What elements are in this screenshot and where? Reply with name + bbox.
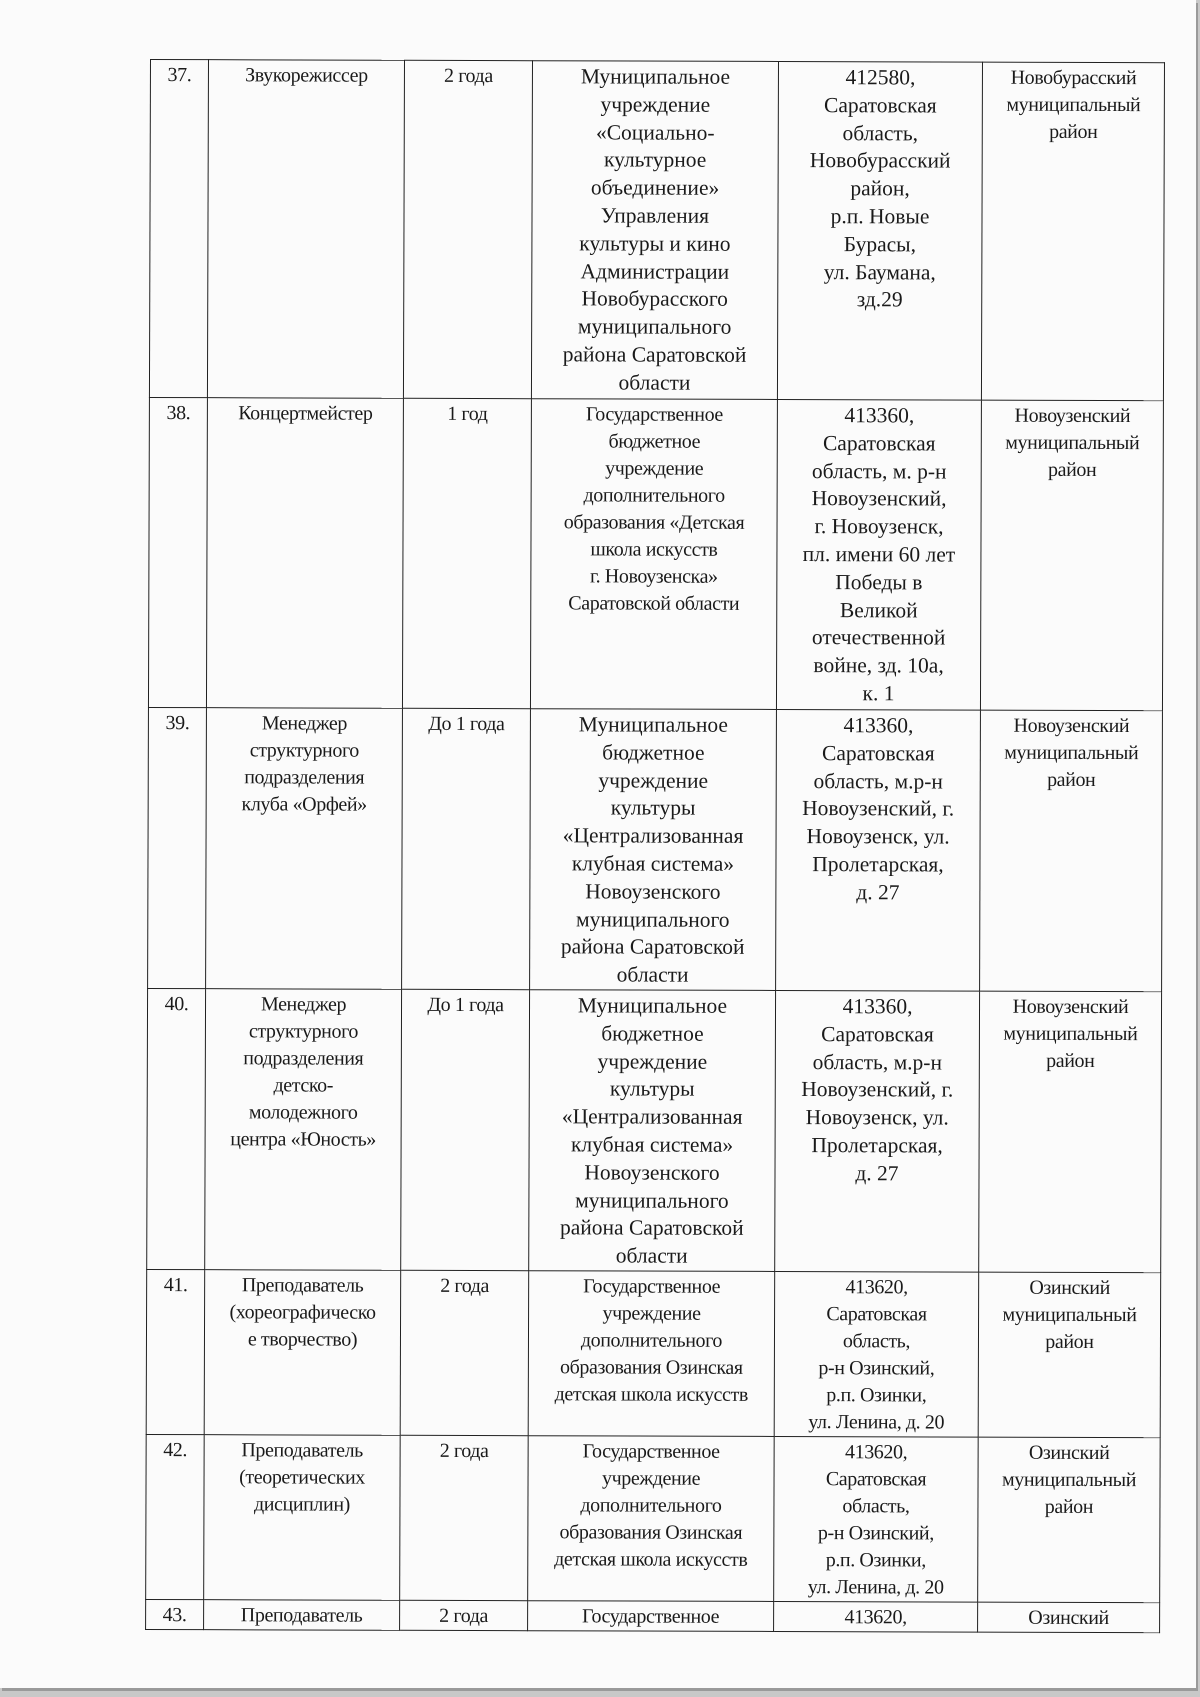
profession-cell: Звукорежиссер: [207, 60, 404, 399]
profession-cell: Менеджер структурного подразделения клуба «Орфей»: [206, 708, 403, 990]
table-row: [149, 60, 1164, 401]
district-cell: Озинский: [978, 1602, 1160, 1633]
district-cell: Новоузенский муниципальный район: [980, 710, 1163, 992]
row-number: 41.: [146, 1269, 205, 1434]
address-cell: 413360, Саратовская область, м.р-н Новоузенский, г. Новоузенск, ул. Пролетарская, д. 27: [776, 709, 981, 991]
duration-cell: До 1 года: [402, 708, 531, 989]
address-cell: 413620, Саратовская область, р-н Озинский, р.п. Озинки, ул. Ленина, д. 20: [774, 1271, 979, 1437]
table-row: [148, 707, 1163, 991]
profession-cell: Преподаватель (теоретических дисциплин): [204, 1435, 401, 1601]
row-number: 40.: [147, 988, 206, 1269]
organization-cell: Государственное: [528, 1601, 774, 1632]
organization-cell: Государственное учреждение дополнительного образования Озинская детская школа искусств: [528, 1436, 775, 1602]
organization-cell: Муниципальное бюджетное учреждение культуры «Централизованная клубная система» Новоузенского муниципального района Саратовской области: [530, 709, 777, 991]
vacancy-table: [145, 59, 1165, 1633]
table-row: [146, 1269, 1161, 1437]
row-number: 42.: [146, 1434, 205, 1599]
profession-cell: Концертмейстер: [206, 398, 403, 709]
profession-cell: Преподаватель: [204, 1600, 400, 1631]
profession-cell: Менеджер структурного подразделения детско- молодежного центра «Юность»: [205, 989, 402, 1271]
address-cell: 413620, Саратовская область, р-н Озинский, р.п. Озинки, ул. Ленина, д. 20: [774, 1436, 979, 1602]
address-cell: 413360, Саратовская область, м. р-н Новоузенский, г. Новоузенск, пл. имени 60 лет Победы в Великой отечественной войне, зд. 10а, к. 1: [776, 399, 981, 710]
duration-cell: 2 года: [400, 1435, 529, 1600]
table-row: [147, 988, 1162, 1272]
row-number: 37.: [149, 60, 208, 398]
duration-cell: 2 года: [403, 60, 532, 398]
district-cell: Новоузенский муниципальный район: [979, 991, 1162, 1273]
organization-cell: Государственное бюджетное учреждение дополнительного образования «Детская школа искусств г. Новоузенска» Саратовской области: [530, 399, 777, 710]
row-number: 39.: [148, 707, 207, 988]
table-row: [146, 1434, 1161, 1602]
organization-cell: Муниципальное учреждение «Социально- культурное объединение» Управления культуры и кино Администрации Новобурасского муниципального района Саратовской области: [531, 61, 778, 400]
table-row: [148, 397, 1163, 710]
organization-cell: Муниципальное бюджетное учреждение культуры «Централизованная клубная система» Новоузенского муниципального района Саратовской области: [529, 990, 776, 1272]
address-cell: 413360, Саратовская область, м.р-н Новоузенский, г. Новоузенск, ул. Пролетарская, д. 27: [775, 990, 980, 1272]
profession-cell: Преподаватель (хореографическо е творчество): [204, 1270, 401, 1436]
table-row: [146, 1599, 1160, 1632]
district-cell: Новобурасский муниципальный район: [981, 62, 1164, 401]
address-cell: 413620,: [774, 1601, 978, 1632]
duration-cell: 1 год: [402, 398, 531, 708]
duration-cell: До 1 года: [401, 989, 530, 1270]
table-body: [146, 60, 1165, 1633]
district-cell: Озинский муниципальный район: [978, 1272, 1161, 1438]
organization-cell: Государственное учреждение дополнительного образования Озинская детская школа искусств: [528, 1271, 775, 1437]
address-cell: 412580, Саратовская область, Новобурасский район, р.п. Новые Бурасы, ул. Баумана, зд.29: [777, 61, 982, 400]
district-cell: Новоузенский муниципальный район: [980, 400, 1163, 711]
row-number: 38.: [148, 397, 207, 707]
duration-cell: 2 года: [400, 1270, 529, 1435]
duration-cell: 2 года: [400, 1600, 528, 1630]
row-number: 43.: [146, 1599, 204, 1629]
district-cell: Озинский муниципальный район: [978, 1437, 1161, 1603]
